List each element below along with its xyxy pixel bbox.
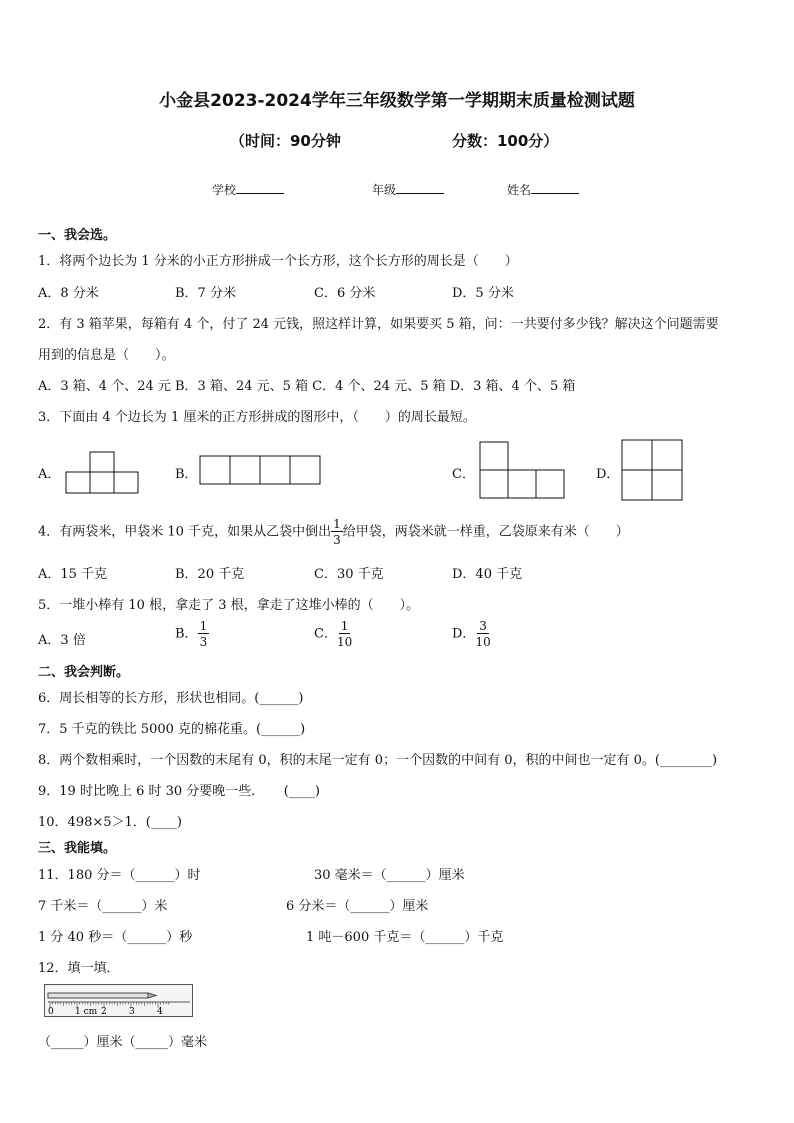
question-11-a[interactable]: 11．180 分＝（______）时 [38,868,201,883]
q4-option-b[interactable]: B．20 千克 [175,567,245,582]
q3-option-d-label[interactable]: D． [596,467,620,482]
grade-field[interactable] [372,181,444,198]
name-field[interactable] [507,181,579,198]
grade-label: 年级 [372,183,397,197]
school-field[interactable] [212,181,284,198]
q2-options[interactable]: A．3 箱、4 个、24 元 B．3 箱、24 元、5 箱 C．4 个、24 元、5 箱 D．3 箱、4 个、5 箱 [38,379,576,394]
q3-figure-a[interactable] [66,451,140,495]
q5-option-d-denominator: 10 [475,635,491,649]
school-label: 学校 [212,183,237,197]
exam-time: （时间：90分钟 [230,132,341,150]
name-label: 姓名 [507,183,532,197]
section-heading-judge: 二、我会判断。 [38,665,130,680]
ruler-label-2: 2 [101,1007,107,1017]
q5-option-c-label: C． [314,626,337,642]
q4-text-before: 4．有两袋米，甲袋米 10 千克，如果从乙袋中倒出 [38,524,332,540]
q5-option-c-numerator: 1 [340,619,349,633]
q5-option-b-denominator: 3 [199,635,208,649]
question-10[interactable]: 10．498×5＞1．(____) [38,815,182,830]
exam-score: 分数：100分） [452,132,559,150]
q4-option-d[interactable]: D．40 千克 [452,567,523,582]
name-blank[interactable] [531,181,579,194]
question-1: 1．将两个边长为 1 分米的小正方形拼成一个长方形，这个长方形的周长是（ ） [38,254,518,269]
ruler-label-0: 0 [48,1007,54,1017]
q3-figure-c[interactable] [480,442,568,500]
question-5: 5．一堆小棒有 10 根，拿走了 3 根，拿走了这堆小棒的（ ）。 [38,598,420,613]
q5-option-d[interactable] [452,620,491,648]
section-heading-fill: 三、我能填。 [38,841,117,856]
q4-text-after: 给甲袋，两袋米就一样重，乙袋原来有米（ ） [342,524,629,540]
grade-blank[interactable] [396,181,444,194]
ruler-label-4: 4 [157,1007,163,1017]
q5-option-b[interactable] [175,620,209,648]
q5-option-d-numerator: 3 [479,619,487,633]
q1-option-d[interactable]: D．5 分米 [452,286,514,301]
q1-option-c[interactable]: C．6 分米 [314,286,376,301]
q3-option-b-label[interactable]: B． [175,467,198,482]
question-11-e[interactable]: 1 分 40 秒＝（______）秒 [38,930,193,945]
q4-fraction-numerator: 1 [333,517,341,531]
pencil-body [48,993,148,998]
question-11-d[interactable]: 6 分米＝（______）厘米 [286,899,429,914]
q3-option-c-label[interactable]: C． [452,467,475,482]
q4-fraction [331,518,343,546]
q5-option-b-numerator: 1 [199,619,208,633]
ruler-illustration [44,984,194,1018]
question-6[interactable]: 6．周长相等的长方形，形状也相同。(______) [38,691,304,706]
q5-option-c[interactable] [314,620,352,648]
question-11-c[interactable]: 7 千米＝（______）米 [38,899,168,914]
q1-option-a[interactable]: A．8 分米 [38,286,99,301]
question-4 [38,518,629,546]
question-11-b[interactable]: 30 毫米＝（______）厘米 [314,868,465,883]
q4-fraction-denominator: 3 [333,533,341,547]
q3-figure-d[interactable] [622,440,684,502]
q5-option-a[interactable]: A．3 倍 [38,633,86,648]
q5-option-d-label: D． [452,626,476,642]
q5-option-d-fraction [475,620,490,648]
q4-option-a[interactable]: A．15 千克 [38,567,108,582]
q5-option-c-fraction [337,620,352,648]
question-12-answer[interactable]: （_____）厘米（_____）毫米 [38,1035,208,1050]
question-11-f[interactable]: 1 吨－600 千克＝（______）千克 [306,930,504,945]
q1-option-b[interactable]: B．7 分米 [175,286,236,301]
q4-option-c[interactable]: C．30 千克 [314,567,384,582]
question-7[interactable]: 7．5 千克的铁比 5000 克的棉花重。(______) [38,722,306,737]
page-title: 小金县2023-2024学年三年级数学第一学期期末质量检测试题 [159,91,635,111]
q5-option-c-denominator: 10 [336,635,353,649]
question-2-line2: 用到的信息是（ ）。 [38,348,175,363]
section-heading-choose: 一、我会选。 [38,228,117,243]
q5-option-b-fraction [198,620,210,648]
question-2-line1: 2．有 3 箱苹果，每箱有 4 个，付了 24 元钱，照这样计算，如果要买 5 箱，问：一共要付多少钱？解决这个问题需要 [38,317,719,332]
question-9[interactable]: 9．19 时比晚上 6 时 30 分要晚一些． (____) [38,784,320,799]
question-12: 12．填一填． [38,961,120,976]
q5-option-b-label: B． [175,626,198,642]
ruler-label-3: 3 [129,1007,135,1017]
q3-option-a-label[interactable]: A． [38,467,61,482]
school-blank[interactable] [236,181,284,194]
q3-figure-b[interactable] [200,456,322,486]
ruler-label-1cm: 1 cm [75,1007,98,1017]
question-8[interactable]: 8．两个数相乘时，一个因数的末尾有 0，积的末尾一定有 0；一个因数的中间有 0，积的中间也一定有 0。(________) [38,753,718,768]
question-3: 3．下面由 4 个边长为 1 厘米的正方形拼成的图形中，（ ）的周长最短。 [38,410,476,425]
